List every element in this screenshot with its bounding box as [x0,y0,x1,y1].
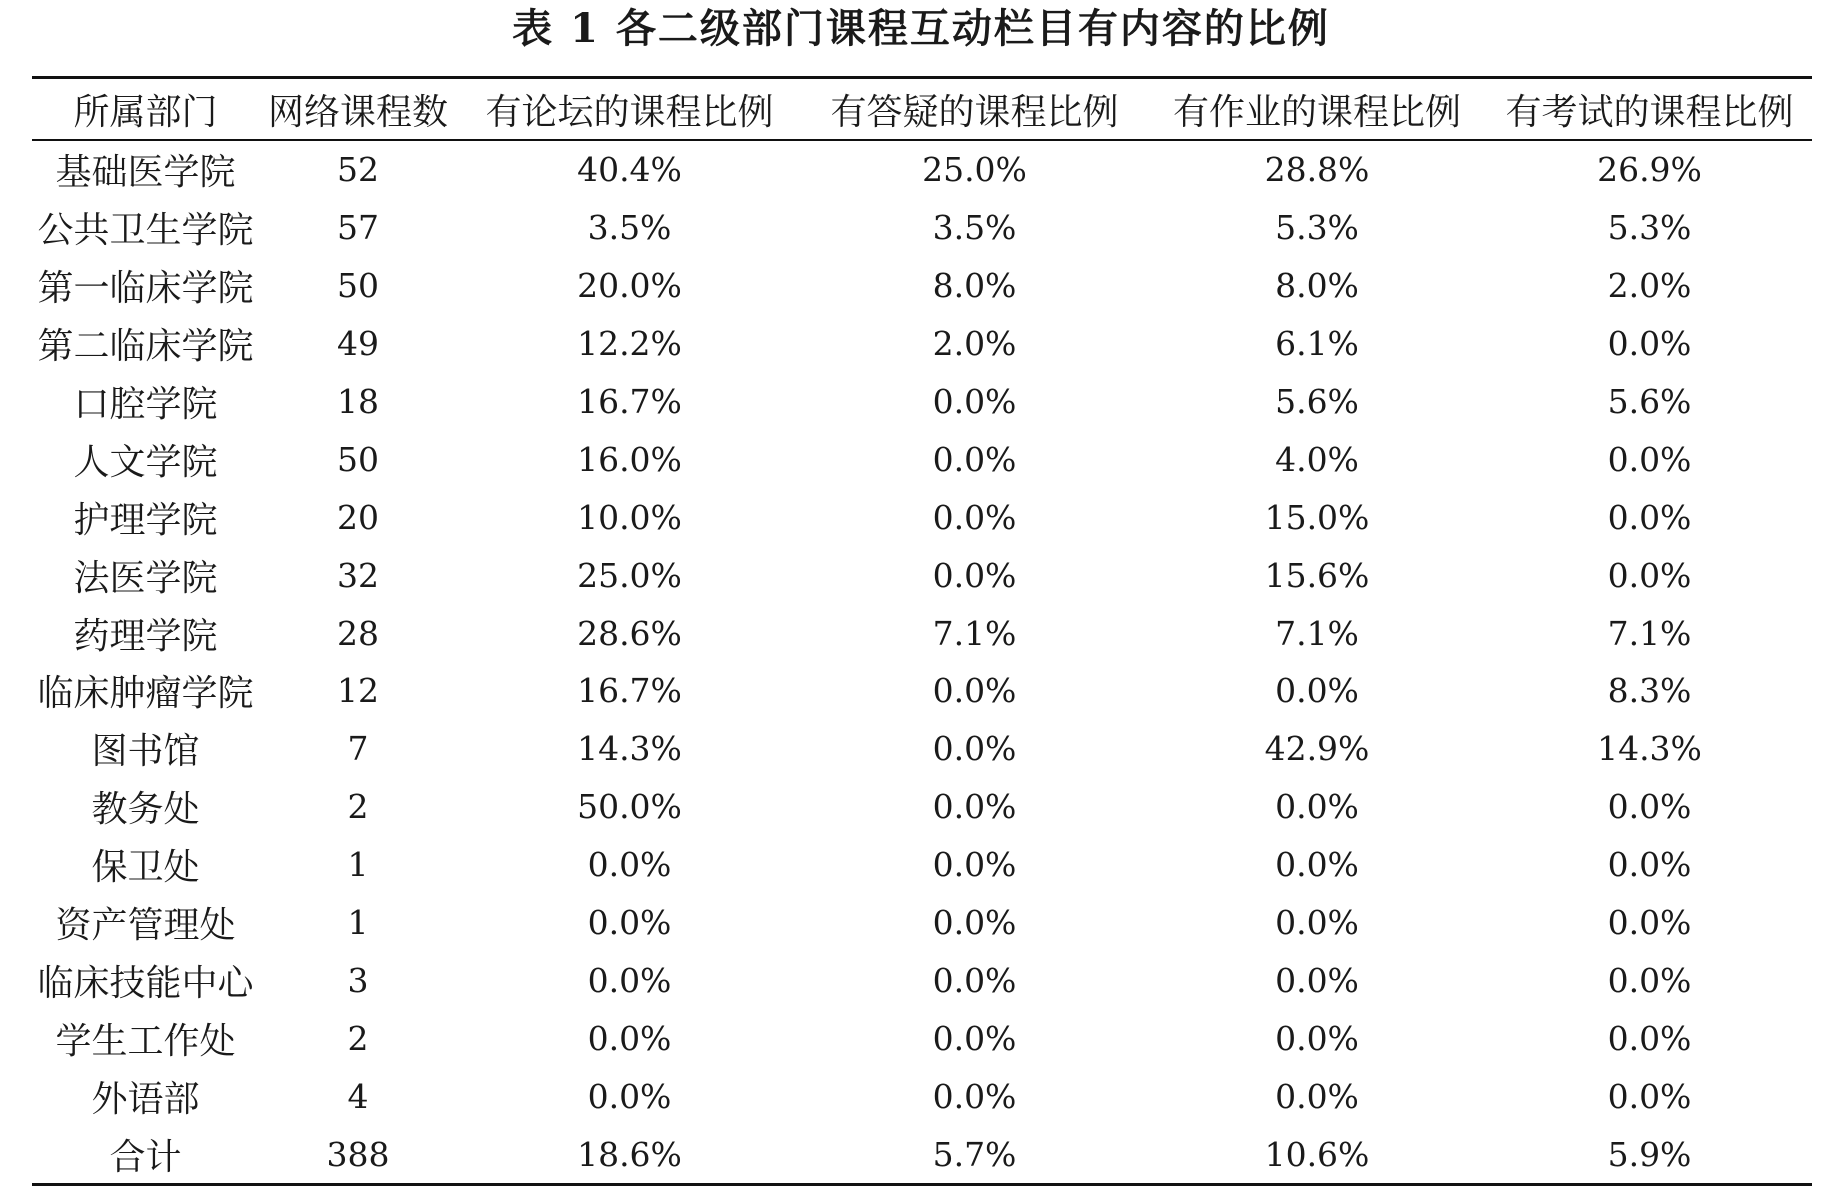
department-cell: 外语部 [91,1078,200,1120]
value-cell: 15.0% [1264,497,1370,537]
value-cell: 14.3% [577,729,682,769]
value-cell: 12.2% [577,324,682,364]
department-cell: 公共卫生学院 [37,210,254,252]
value-cell: 0.0% [1607,1076,1692,1116]
column-header: 所属部门 [73,91,218,133]
value-cell: 5.3% [1275,208,1359,248]
value-cell: 0.0% [932,1076,1017,1116]
header-row [32,78,1812,141]
value-cell: 0.0% [1607,787,1692,827]
value-cell: 5.6% [1275,382,1359,421]
department-cell: 临床肿瘤学院 [37,673,254,715]
value-cell: 0.0% [1275,671,1359,711]
value-cell: 50.0% [577,787,682,827]
value-cell: 0.0% [1275,960,1359,1000]
value-cell: 0.0% [1607,960,1692,1000]
value-cell: 0.0% [1607,845,1692,885]
value-cell: 16.0% [577,439,682,479]
value-cell: 18.6% [577,1134,682,1174]
value-cell: 0.0% [587,1076,672,1116]
value-cell: 0.0% [1275,787,1359,827]
value-cell: 0.0% [932,382,1017,421]
value-cell: 12 [337,671,379,711]
value-cell: 5.7% [932,1134,1017,1174]
department-cell: 临床技能中心 [37,962,254,1004]
table-row [32,488,1812,546]
value-cell: 0.0% [587,845,672,885]
table-row [32,778,1812,836]
table-row [32,720,1812,778]
column-header: 有答疑的课程比例 [830,91,1119,133]
table-row [32,604,1812,662]
value-cell: 2 [347,1018,369,1058]
value-cell: 0.0% [932,439,1017,479]
value-cell: 7.1% [1607,613,1692,653]
value-cell: 4.0% [1275,439,1359,479]
value-cell: 6.1% [1275,324,1359,364]
value-cell: 25.0% [577,555,682,595]
value-cell: 10.6% [1264,1134,1370,1174]
table-row [32,894,1812,952]
value-cell: 0.0% [1607,903,1692,943]
department-cell: 学生工作处 [55,1020,236,1062]
value-cell: 20 [337,497,379,537]
department-cell: 图书馆 [91,731,200,773]
value-cell: 0.0% [587,903,672,943]
department-cell: 第一临床学院 [37,268,254,310]
value-cell: 0.0% [1607,497,1692,537]
value-cell: 0.0% [1607,555,1692,595]
value-cell: 5.9% [1607,1134,1692,1174]
value-cell: 52 [337,150,379,190]
value-cell: 0.0% [1607,324,1692,364]
value-cell: 0.0% [587,960,672,1000]
table-row [32,1067,1812,1125]
value-cell: 0.0% [932,497,1017,537]
table-row [32,430,1812,488]
column-header: 有作业的课程比例 [1172,91,1461,133]
department-cell: 药理学院 [73,615,218,657]
value-cell: 2.0% [1607,266,1692,306]
value-cell: 0.0% [1275,1076,1359,1116]
table-row [32,140,1812,199]
table-row [32,373,1812,431]
value-cell: 50 [337,439,379,479]
value-cell: 1 [347,903,369,943]
value-cell: 3 [347,960,369,1000]
table-row [32,836,1812,894]
value-cell: 18 [337,382,379,421]
department-cell: 合计 [109,1136,182,1178]
value-cell: 0.0% [932,1018,1017,1058]
value-cell: 26.9% [1597,150,1702,190]
value-cell: 0.0% [932,671,1017,711]
table-row [32,951,1812,1009]
value-cell: 7 [347,729,369,769]
value-cell: 25.0% [922,150,1027,190]
value-cell: 2.0% [932,324,1017,364]
data-table [32,76,1812,1186]
value-cell: 15.6% [1264,555,1370,595]
value-cell: 16.7% [577,382,682,421]
value-cell: 7.1% [932,613,1017,653]
value-cell: 0.0% [932,903,1017,943]
value-cell: 0.0% [1607,439,1692,479]
value-cell: 4 [347,1076,369,1116]
value-cell: 20.0% [577,266,682,306]
department-cell: 资产管理处 [55,905,236,947]
value-cell: 1 [347,845,369,885]
value-cell: 0.0% [932,845,1017,885]
table-row [32,257,1812,315]
value-cell: 14.3% [1597,729,1702,769]
table-row [32,1125,1812,1184]
table-header [32,78,1812,141]
value-cell: 7.1% [1275,613,1359,653]
value-cell: 8.0% [932,266,1017,306]
value-cell: 3.5% [932,208,1017,248]
table-caption: 表 1 各二级部门课程互动栏目有内容的比例 [512,5,1330,52]
department-cell: 保卫处 [91,847,200,889]
value-cell: 3.5% [587,208,672,248]
value-cell: 5.6% [1607,382,1692,421]
value-cell: 32 [337,555,379,595]
column-header: 有考试的课程比例 [1505,91,1794,133]
value-cell: 8.0% [1275,266,1359,306]
department-cell: 口腔学院 [73,384,218,425]
value-cell: 388 [326,1134,390,1174]
table-body [32,140,1812,1185]
value-cell: 57 [337,208,379,248]
value-cell: 0.0% [1275,903,1359,943]
value-cell: 2 [347,787,369,827]
value-cell: 28 [337,613,379,653]
value-cell: 5.3% [1607,208,1692,248]
value-cell: 16.7% [577,671,682,711]
value-cell: 8.3% [1607,671,1692,711]
value-cell: 50 [337,266,379,306]
column-header: 有论坛的课程比例 [485,91,774,133]
table-row [32,662,1812,720]
department-cell: 基础医学院 [55,152,236,194]
column-header: 网络课程数 [267,91,448,133]
table-row [32,546,1812,604]
table-row [32,315,1812,373]
department-cell: 第二临床学院 [37,326,254,368]
value-cell: 0.0% [1275,1018,1359,1058]
value-cell: 0.0% [587,1018,672,1058]
value-cell: 0.0% [1275,845,1359,885]
table-row [32,199,1812,257]
value-cell: 0.0% [932,960,1017,1000]
department-cell: 人文学院 [73,441,218,483]
table-row [32,1009,1812,1067]
value-cell: 40.4% [577,150,682,190]
value-cell: 28.6% [577,613,682,653]
department-cell: 法医学院 [73,557,218,599]
value-cell: 10.0% [577,497,682,537]
value-cell: 49 [337,324,379,364]
value-cell: 0.0% [1607,1018,1692,1058]
department-cell: 护理学院 [73,499,218,541]
value-cell: 0.0% [932,555,1017,595]
value-cell: 0.0% [932,729,1017,769]
value-cell: 42.9% [1264,729,1370,769]
department-cell: 教务处 [91,789,200,831]
value-cell: 0.0% [932,787,1017,827]
value-cell: 28.8% [1264,150,1370,190]
